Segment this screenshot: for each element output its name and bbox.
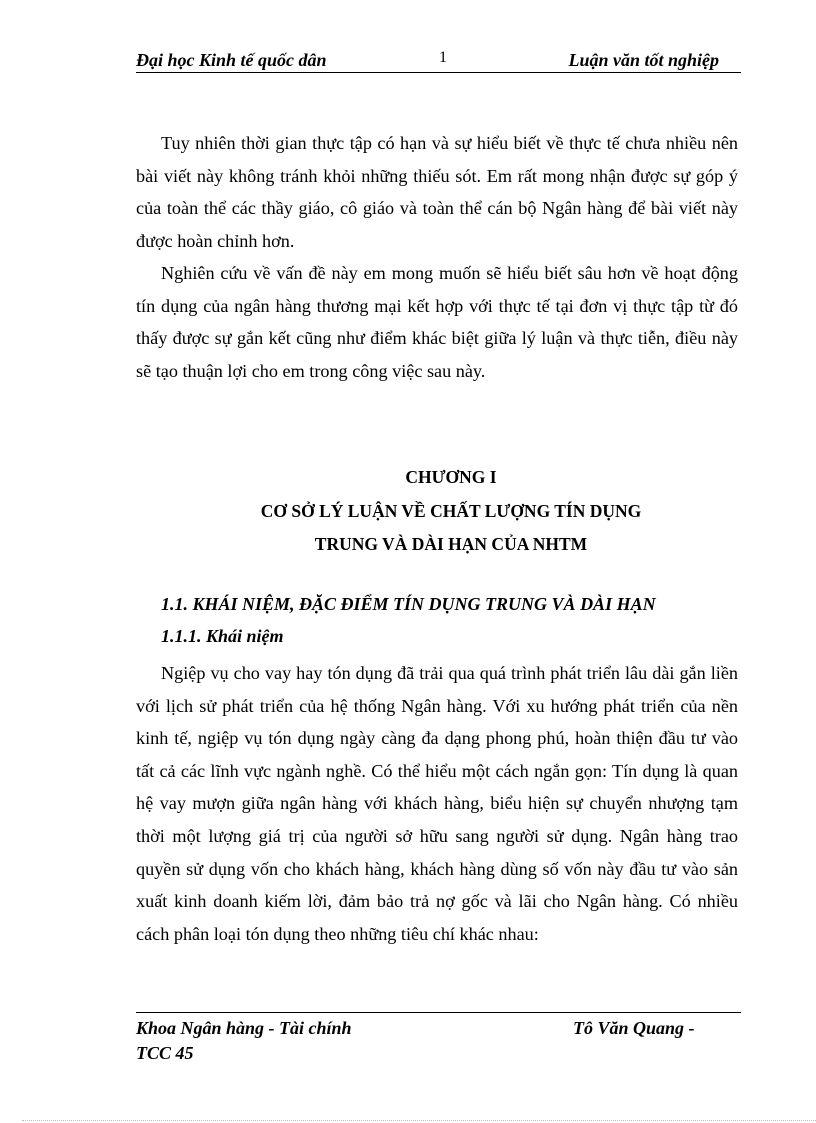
paragraph-limitations: Tuy nhiên thời gian thực tập có hạn và sự hiểu biết về thực tế chưa nhiều nên bài viết này không tránh khỏi những thiếu sót. Em rất mong nhận được sự góp ý của toàn thể các thầy giáo, cô giáo và toàn thể cán bộ Ngân hàng để bài viết này được hoàn chỉnh hơn. xyxy=(136,133,738,251)
footer-author: Tô Văn Quang - xyxy=(573,1018,695,1038)
header-thesis-label: Luận văn tốt nghiệp xyxy=(568,50,719,70)
section-heading: 1.1. KHÁI NIỆM, ĐẶC ĐIỂM TÍN DỤNG TRUNG VÀ DÀI HẠN xyxy=(161,594,656,614)
chapter-title-line1: CƠ SỞ LÝ LUẬN VỀ CHẤT LƯỢNG TÍN DỤNG xyxy=(260,500,642,521)
paragraph-research-purpose: Nghiên cứu về vấn đề này em mong muốn sẽ hiểu biết sâu hơn về hoạt động tín dụng của ngân hàng thương mại kết hợp với thực tế tại đơn vị thực tập từ đó thấy được sự gắn kết cũng như điểm khác biệt giữa lý luận và thực tiễn, điều này sẽ tạo thuận lợi cho em trong công việc sau này. xyxy=(136,263,738,381)
chapter-label: CHƯƠNG I xyxy=(405,467,497,487)
page-header xyxy=(136,48,741,73)
chapter-title-line2: TRUNG VÀ DÀI HẠN CỦA NHTM xyxy=(314,534,588,554)
chapter-heading xyxy=(136,461,766,562)
page-number: 1 xyxy=(439,49,447,66)
footer-divider xyxy=(136,1012,741,1013)
footer-class: TCC 45 xyxy=(136,1043,194,1063)
paragraph-credit-concept: Ngiệp vụ cho vay hay tón dụng đã trải qua quá trình phát triển lâu dài gắn liền với lịch sử phát triển của hệ thống Ngân hàng. Với xu hướng phát triển của nền kinh tế, ngiệp vụ tón dụng ngày càng đa dạng phong phú, hoàn thiện đầu tư vào tất cả các lĩnh vực ngành nghề. Có thể hiểu một cách ngắn gọn: Tín dụng là quan hệ vay mượn giữa ngân hàng với khách hàng, biểu hiện sự chuyển nhượng tạm thời một lượng giá trị của người sở hữu sang người sử dụng. Ngân hàng trao quyền sử dụng vốn cho khách hàng, khách hàng dùng số vốn này đầu tư vào sản xuất kinh doanh kiếm lời, đảm bảo trả nợ gốc và lãi cho Ngân hàng. Có nhiều cách phân loại tón dụng theo những tiêu chí khác nhau: xyxy=(136,663,738,944)
footer-faculty: Khoa Ngân hàng - Tài chính xyxy=(136,1018,352,1038)
header-university: Đại học Kinh tế quốc dân xyxy=(136,50,327,70)
page-edge-divider xyxy=(22,1120,816,1121)
subsection-heading: 1.1.1. Khái niệm xyxy=(161,626,284,646)
